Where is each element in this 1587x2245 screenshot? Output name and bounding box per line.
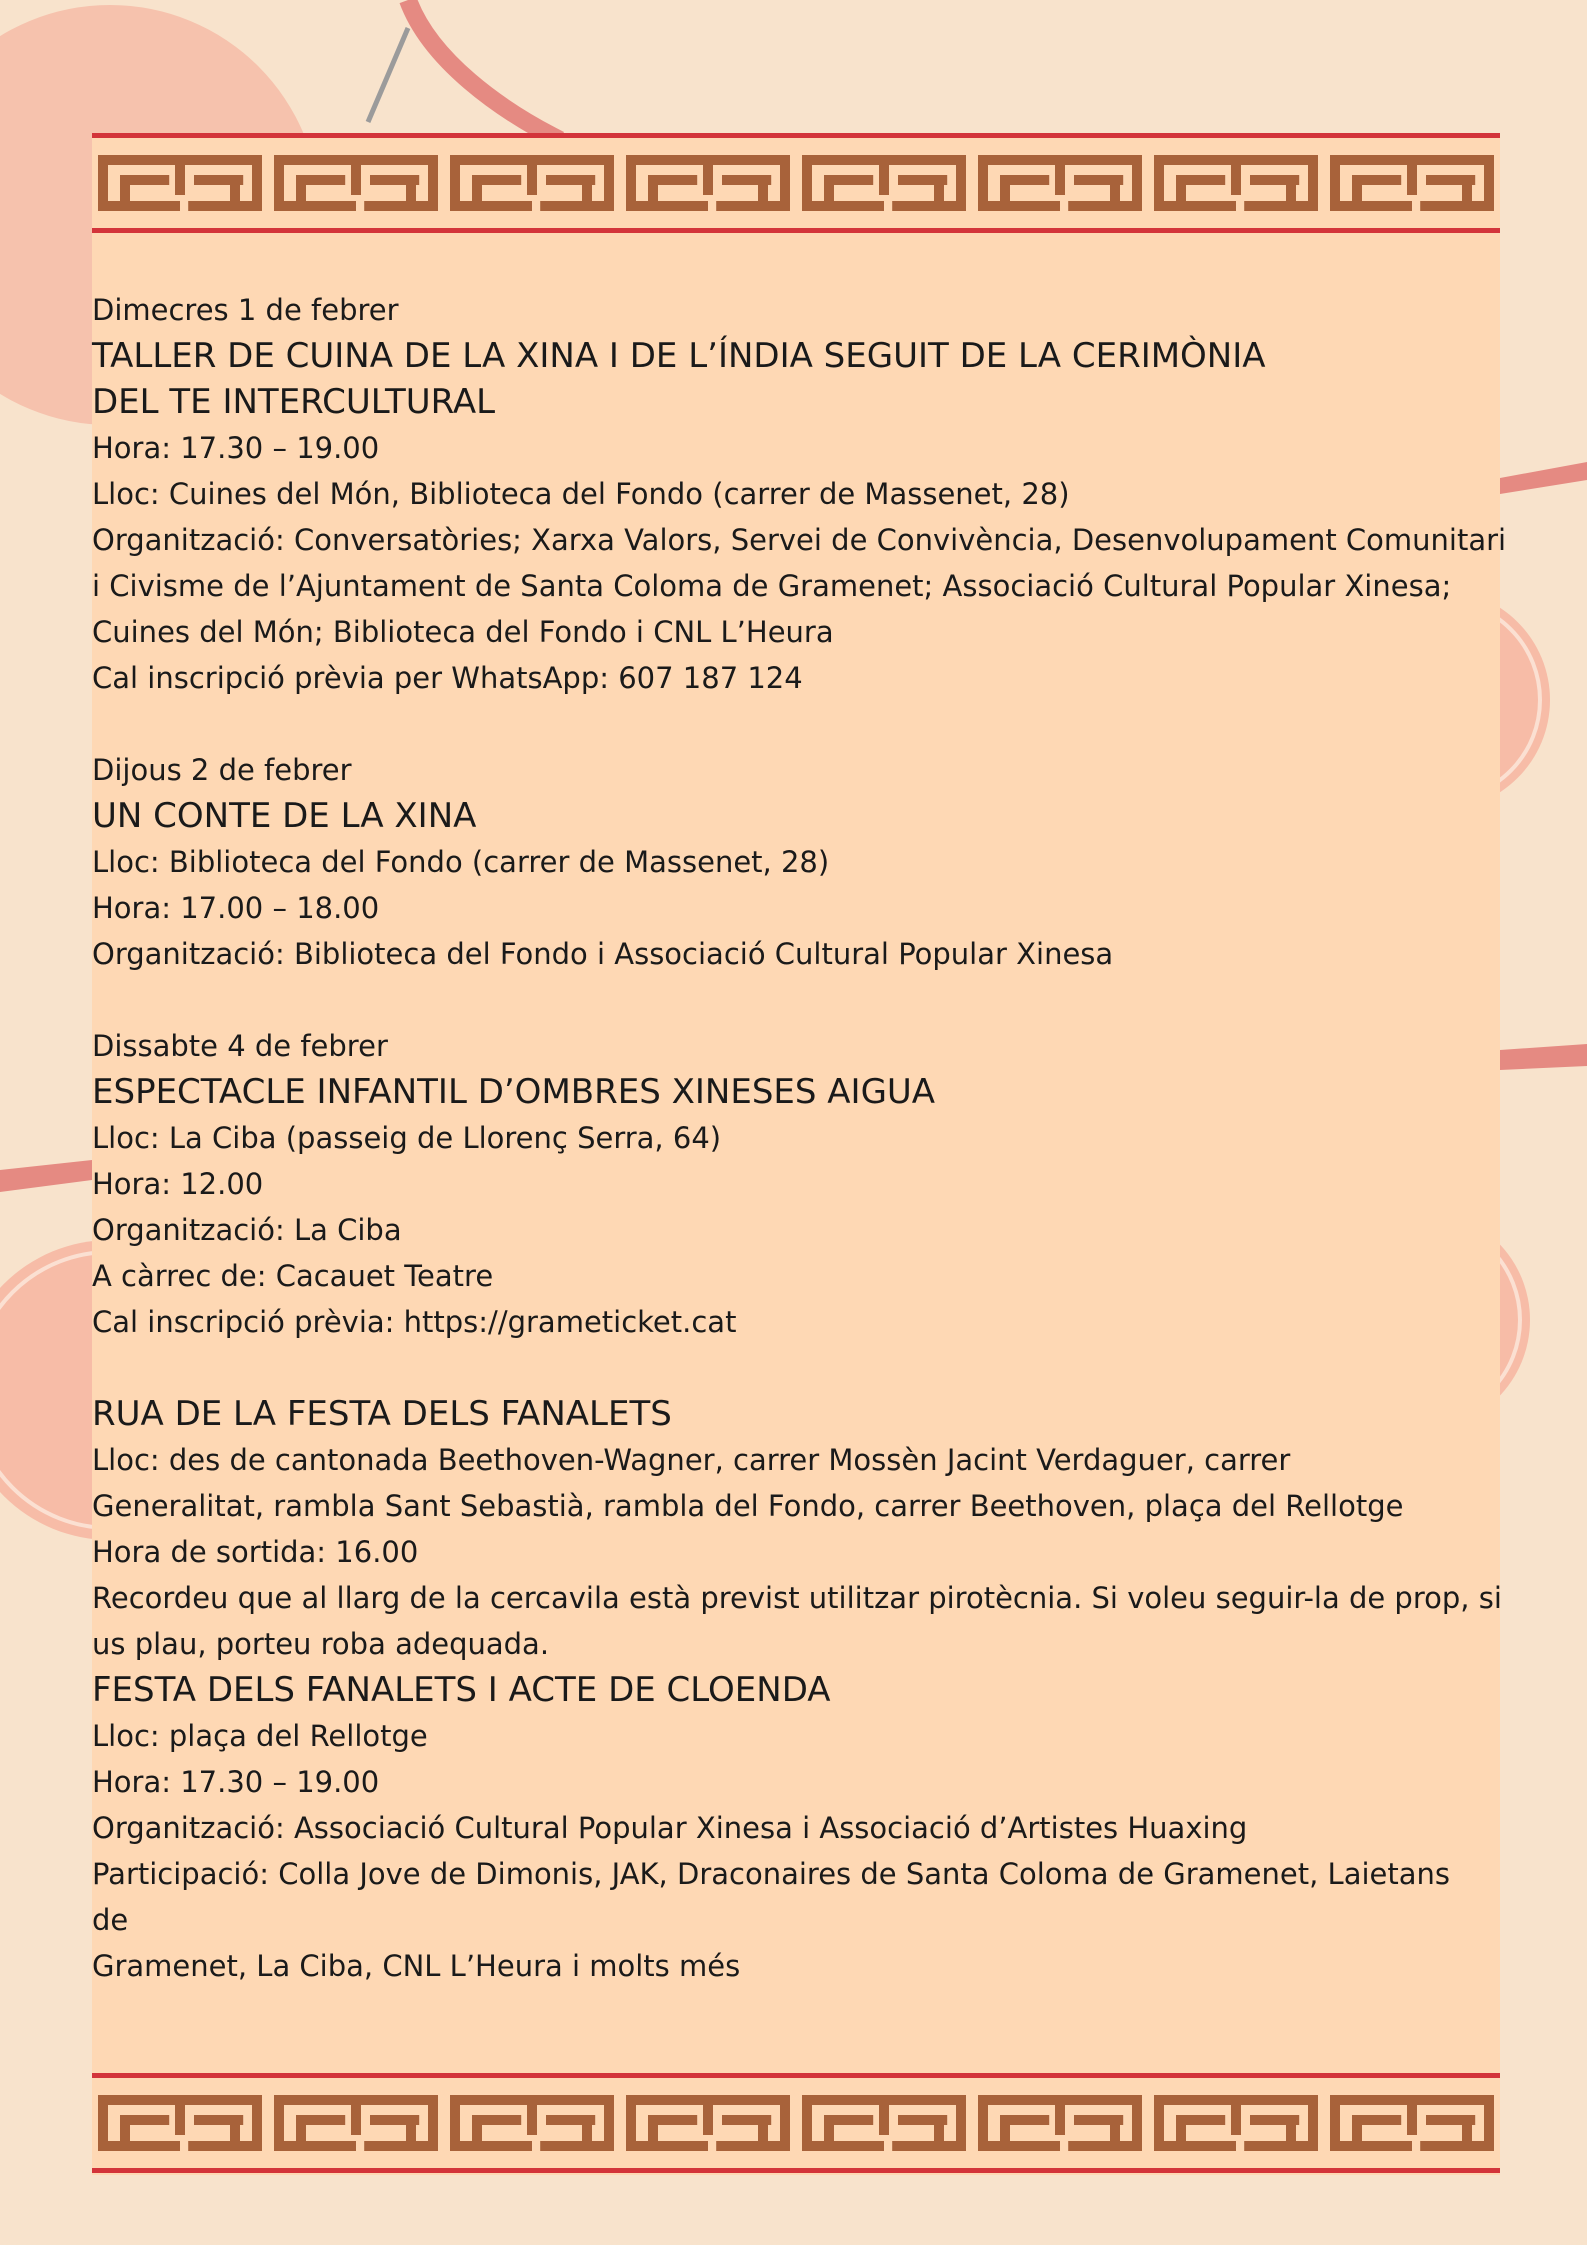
event-title-line: FESTA DELS FANALETS I ACTE DE CLOENDA [92, 1670, 831, 1710]
event-detail-line: Cal inscripció prèvia per WhatsApp: 607 187 124 [92, 661, 803, 695]
meander-motif [274, 2095, 438, 2151]
meander-motif [1330, 2095, 1494, 2151]
event-detail-line: Cuines del Món; Biblioteca del Fondo i CNL L’Heura [92, 615, 834, 649]
event-detail-line: Hora: 17.30 – 19.00 [92, 1765, 380, 1799]
meander-motif [802, 2095, 966, 2151]
greek-key-border-bottom [92, 2073, 1500, 2173]
event-title-line: UN CONTE DE LA XINA [92, 796, 477, 836]
border-line [92, 228, 1500, 233]
event-detail-line: Recordeu que al llarg de la cercavila està previst utilitzar pirotècnia. Si voleu seguir-la de prop, si [92, 1581, 1502, 1615]
border-line [92, 2073, 1500, 2078]
event-detail-line: Lloc: Biblioteca del Fondo (carrer de Massenet, 28) [92, 845, 830, 879]
event-detail-line: Generalitat, rambla Sant Sebastià, rambla del Fondo, carrer Beethoven, plaça del Rellotge [92, 1489, 1404, 1523]
event-detail-line: de [92, 1903, 129, 1937]
meander-motif [450, 2095, 614, 2151]
event-detail-line: Hora: 17.00 – 18.00 [92, 891, 380, 925]
meander-motif [1154, 155, 1318, 211]
event-title-line: ESPECTACLE INFANTIL D’OMBRES XINESES AIGUA [92, 1072, 936, 1112]
meander-motif [1154, 2095, 1318, 2151]
event-detail-line: Organització: Associació Cultural Popular Xinesa i Associació d’Artistes Huaxing [92, 1811, 1248, 1845]
lantern-string [368, 28, 408, 122]
meander-motif [274, 155, 438, 211]
meander-motif [450, 155, 614, 211]
event-detail-line: Hora: 12.00 [92, 1167, 264, 1201]
meander-motif [98, 155, 262, 211]
event-detail-line: Cal inscripció prèvia: https://grameticket.cat [92, 1305, 737, 1339]
border-line [92, 2168, 1500, 2173]
event-block [92, 287, 1512, 701]
event-detail-line: Gramenet, La Ciba, CNL L’Heura i molts més [92, 1949, 741, 1983]
event-detail-line: Lloc: La Ciba (passeig de Llorenç Serra, 64) [92, 1121, 722, 1155]
event-detail-line: Organització: La Ciba [92, 1213, 402, 1247]
event-detail-line: Lloc: Cuines del Món, Biblioteca del Fondo (carrer de Massenet, 28) [92, 477, 1070, 511]
event-detail-line: i Civisme de l’Ajuntament de Santa Coloma de Gramenet; Associació Cultural Popular Xinesa; [92, 569, 1452, 603]
event-detail-line: Lloc: plaça del Rellotge [92, 1719, 428, 1753]
event-detail-line: Hora de sortida: 16.00 [92, 1535, 419, 1569]
event-title-line: TALLER DE CUINA DE LA XINA I DE L’ÍNDIA SEGUIT DE LA CERIMÒNIA [92, 336, 1266, 376]
ribbon-top [408, 0, 560, 140]
border-line [92, 133, 1500, 138]
ribbon-right-upper [1500, 462, 1587, 494]
event-spacer [92, 977, 1512, 1023]
event-spacer [92, 701, 1512, 747]
event-list [92, 287, 1512, 1989]
event-detail-line: Organització: Conversatòries; Xarxa Valors, Servei de Convivència, Desenvolupament Comunitari [92, 523, 1507, 557]
event-detail-line: Lloc: des de cantonada Beethoven-Wagner, carrer Mossèn Jacint Verdaguer, carrer [92, 1443, 1291, 1477]
ribbon-right-lower [1500, 1044, 1587, 1070]
event-detail-line: Participació: Colla Jove de Dimonis, JAK, Draconaires de Santa Coloma de Gramenet, Laietans [92, 1857, 1451, 1891]
event-detail-line: Organització: Biblioteca del Fondo i Associació Cultural Popular Xinesa [92, 937, 1114, 971]
meander-motif [978, 155, 1142, 211]
meander-motif [626, 2095, 790, 2151]
greek-key-border-top [92, 133, 1500, 233]
meander-motif [98, 2095, 262, 2151]
ribbon-left [0, 1160, 92, 1192]
event-detail-line: Hora: 17.30 – 19.00 [92, 431, 380, 465]
event-title-line: DEL TE INTERCULTURAL [92, 382, 496, 422]
meander-motif [978, 2095, 1142, 2151]
meander-motif [626, 155, 790, 211]
event-detail-line: Dimecres 1 de febrer [92, 293, 399, 327]
event-detail-line: A càrrec de: Cacauet Teatre [92, 1259, 494, 1293]
event-detail-line: us plau, porteu roba adequada. [92, 1627, 550, 1661]
event-title-line: RUA DE LA FESTA DELS FANALETS [92, 1394, 672, 1434]
event-spacer [92, 1345, 1512, 1391]
meander-motif [1330, 155, 1494, 211]
event-block [92, 747, 1512, 977]
event-block [92, 1391, 1512, 1989]
meander-motif [802, 155, 966, 211]
event-detail-line: Dissabte 4 de febrer [92, 1029, 388, 1063]
event-detail-line: Dijous 2 de febrer [92, 753, 352, 787]
event-block [92, 1023, 1512, 1345]
